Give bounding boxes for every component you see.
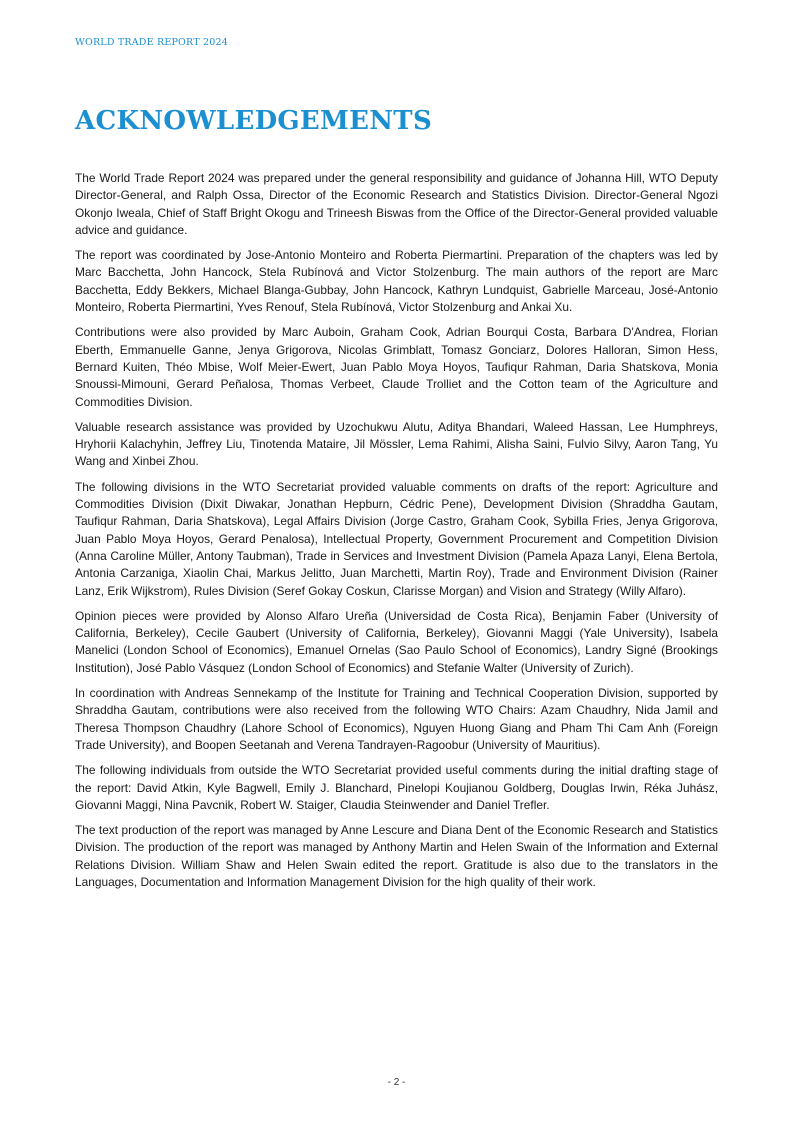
page-number: - 2 - bbox=[387, 1077, 406, 1088]
paragraph-production: The text production of the report was managed by Anne Lescure and Diana Dent of the Economic Research and Statistics Division. The production of the report was managed by Anthony Martin and Helen Swain of the Information and External Relations Division. William Shaw and Helen Swain edited the report. Gratitude is also due to the translators in the Languages, Documentation and Information Management Division for the high quality of their work. bbox=[75, 823, 718, 889]
paragraph-wto-chairs: In coordination with Andreas Sennekamp of the Institute for Training and Technical Cooperation Division, supported by Shraddha Gautam, contributions were also received from the following WTO Chairs: Azam Chaudhry, Nida Jamil and Theresa Thompson Chaudhry (Lahore School of Economics), Nguyen Huong Giang and Pham Thi Cam Anh (Foreign Trade University), and Boopen Seetanah and Verena Tandrayen-Ragoobur (University of Mauritius). bbox=[75, 686, 718, 752]
paragraph-guidance: The World Trade Report 2024 was prepared under the general responsibility and guidance of Johanna Hill, WTO Deputy Director-General, and Ralph Ossa, Director of the Economic Research and Statistics Division. Director-General Ngozi Okonjo Iweala, Chief of Staff Bright Okogu and Trineesh Biswas from the Office of the Director-General provided valuable advice and guidance. bbox=[75, 171, 718, 237]
paragraph-research-assistance: Valuable research assistance was provided by Uzochukwu Alutu, Aditya Bhandari, Waleed Hassan, Lee Humphreys, Hryhorii Kalachyhin, Jeffrey Liu, Tinotenda Mataire, Jil Mössler, Lema Rahimi, Alisha Saini, Fulvio Silvy, Aaron Tang, Yu Wang and Xinbei Zhou. bbox=[75, 419, 718, 469]
paragraph-external-comments: The following individuals from outside the WTO Secretariat provided useful comments during the initial drafting stage of the report: David Atkin, Kyle Bagwell, Emily J. Blanchard, Pinelopi Koujianou Goldberg, Douglas Irwin, Réka Juhász, Giovanni Maggi, Nina Pavcnik, Robert W. Staiger, Claudia Steinwender and Daniel Trefler. bbox=[75, 763, 718, 812]
paragraph-opinion-pieces: Opinion pieces were provided by Alonso Alfaro Ureña (Universidad de Costa Rica), Benjamin Faber (University of California, Berkeley), Cecile Gaubert (University of California, Berkeley), Giovanni Maggi (Yale University), Isabela Manelici (London School of Economics), Emanuel Ornelas (Sao Paulo School of Economics), Landry Signé (Brookings Institution), José Pablo Vásquez (London School of Economics) and Stefanie Walter (University of Zurich). bbox=[75, 608, 718, 675]
running-header: WORLD TRADE REPORT 2024 bbox=[75, 37, 228, 48]
paragraph-divisions-comments: The following divisions in the WTO Secretariat provided valuable comments on drafts of the report: Agriculture and Commodities Division (Dixit Diwakar, Jonathan Hepburn, Cédric Pene), Development Division (Shraddha Gautam, Taufiqur Rahman, Daria Shatskova), Legal Affairs Division (Jorge Castro, Graham Cook, Sybilla Fries, Jenya Grigorova, Juan Pablo Moya Hoyos, Gerard Penalosa), Intellectual Property, Government Procurement and Competition Division (Anna Caroline Müller, Antony Taubman), Trade in Services and Investment Division (Pamela Apaza Lanyi, Elena Bertola, Antonia Carzaniga, Xiaolin Chai, Markus Jelitto, Juan Marchetti, Martin Roy), Trade and Environment Division (Rainer Lanz, Erik Wijkstrom), Rules Division (Seref Gokay Coskun, Clarisse Morgan) and Vision and Strategy (Willy Alfaro). bbox=[75, 479, 718, 598]
paragraph-contributions: Contributions were also provided by Marc Auboin, Graham Cook, Adrian Bourqui Costa, Barbara D'Andrea, Florian Eberth, Emmanuelle Ganne, Jenya Grigorova, Nicolas Grimblatt, Tomasz Gonciarz, Dolores Halloran, Simon Hess, Bernard Kuiten, Théo Mbise, Wolf Meier-Ewert, Juan Pablo Moya Hoyos, Taufiqur Rahman, Daria Shatskova, Monia Snoussi-Mimouni, Gerard Peñalosa, Thomas Verbeet, Claude Trolliet and the Cotton team of the Agriculture and Commodities Division. bbox=[75, 325, 718, 409]
paragraph-coordination: The report was coordinated by Jose-Antonio Monteiro and Roberta Piermartini. Preparation of the chapters was led by Marc Bacchetta, John Hancock, Stela Rubínová and Victor Stolzenburg. The main authors of the report are Marc Bacchetta, Eddy Bekkers, Michael Blanga-Gubbay, John Hancock, Kathryn Lundquist, Gabrielle Marceau, José-Antonio Monteiro, Roberta Piermartini, Yves Renouf, Stela Rubínová, Victor Stolzenburg and Ankai Xu. bbox=[75, 248, 718, 315]
acknowledgements-body bbox=[75, 170, 718, 899]
page-title: ACKNOWLEDGEMENTS bbox=[75, 106, 433, 136]
